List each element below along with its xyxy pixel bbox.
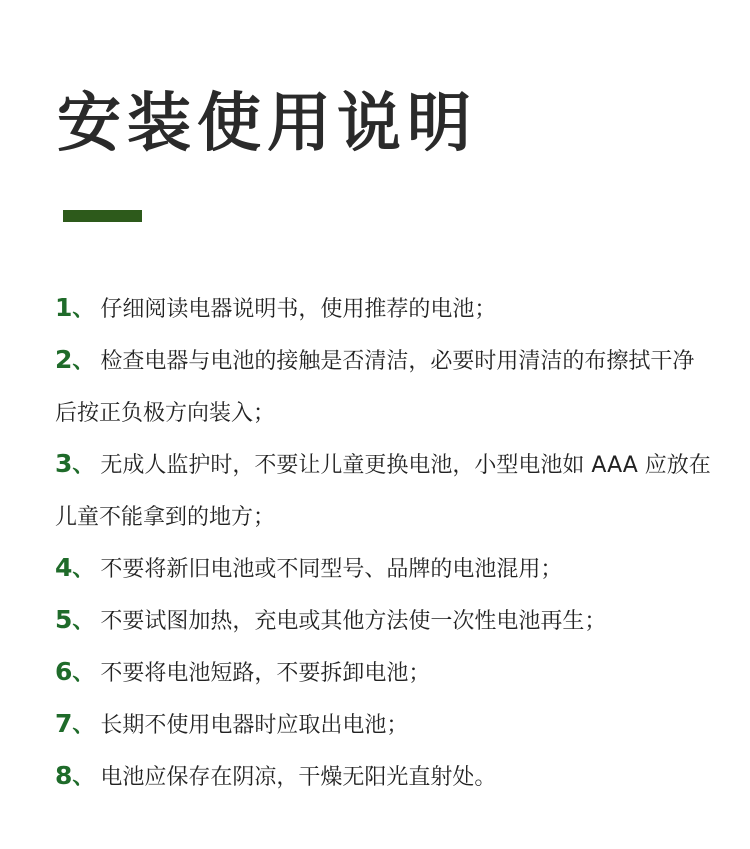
item-number: 2 xyxy=(55,345,73,374)
item-text: 电池应保存在阴凉，干燥无阳光直射处。 xyxy=(100,765,497,790)
title-underline-bar xyxy=(63,210,142,222)
item-number: 6 xyxy=(55,657,73,686)
instruction-item-4 xyxy=(55,542,715,596)
item-separator: 、 xyxy=(72,609,95,634)
instruction-item-2 xyxy=(55,334,715,440)
instruction-item-3 xyxy=(55,438,715,544)
item-number: 5 xyxy=(55,605,73,634)
item-number: 4 xyxy=(55,553,73,582)
item-number: 1 xyxy=(55,293,73,322)
item-separator: 、 xyxy=(72,661,95,686)
item-number: 3 xyxy=(55,449,73,478)
item-separator: 、 xyxy=(72,557,95,582)
instruction-item-8 xyxy=(55,750,715,804)
item-separator: 、 xyxy=(72,349,95,374)
item-text: 不要将新旧电池或不同型号、品牌的电池混用； xyxy=(100,557,563,582)
item-text: 不要试图加热，充电或其他方法使一次性电池再生； xyxy=(100,609,607,634)
page-title: 安装使用说明 xyxy=(57,87,477,161)
item-number: 8 xyxy=(55,761,73,790)
item-number: 7 xyxy=(55,709,73,738)
item-separator: 、 xyxy=(72,297,95,322)
item-text: 不要将电池短路，不要拆卸电池； xyxy=(100,661,431,686)
instruction-item-7 xyxy=(55,698,715,752)
item-separator: 、 xyxy=(72,453,95,478)
instruction-item-1 xyxy=(55,282,715,336)
item-separator: 、 xyxy=(72,765,95,790)
item-text: 仔细阅读电器说明书，使用推荐的电池； xyxy=(100,297,497,322)
item-separator: 、 xyxy=(72,713,95,738)
instruction-item-6 xyxy=(55,646,715,700)
item-text: 检查电器与电池的接触是否清洁，必要时用清洁的布擦拭干净后按正负极方向装入； xyxy=(55,349,695,426)
item-text: 长期不使用电器时应取出电池； xyxy=(100,713,409,738)
instruction-item-5 xyxy=(55,594,715,648)
item-text: 无成人监护时，不要让儿童更换电池，小型电池如 AAA 应放在儿童不能拿到的地方； xyxy=(55,453,711,530)
